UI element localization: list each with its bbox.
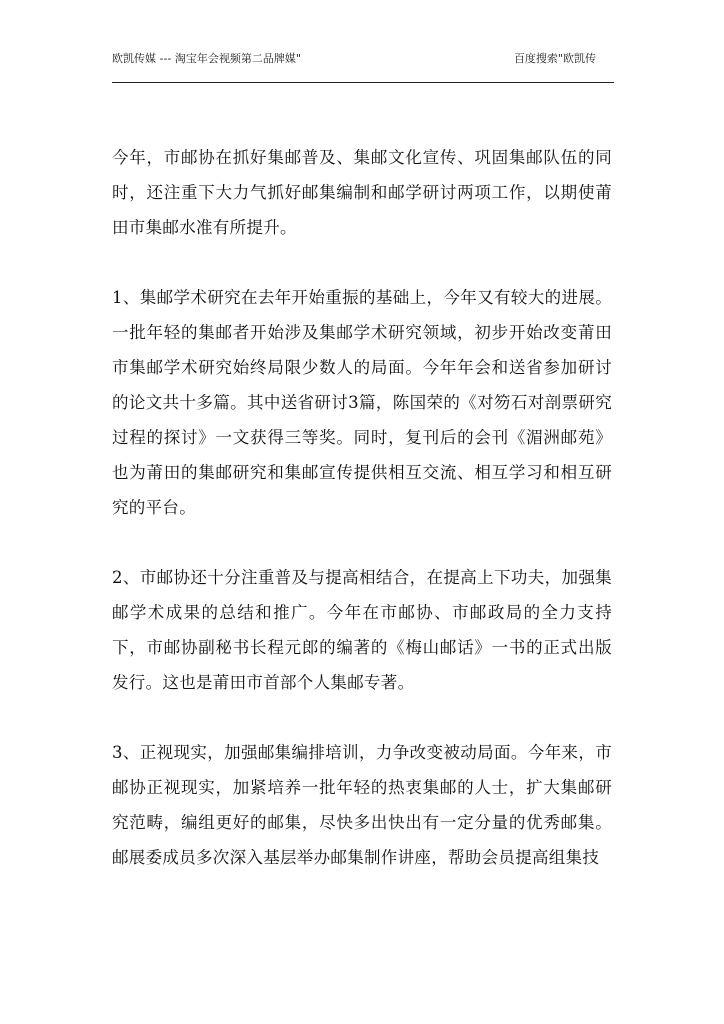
document-body xyxy=(112,140,612,910)
page-header xyxy=(112,48,614,83)
paragraph-item-2: 2、市邮协还十分注重普及与提高相结合，在提高上下功夫，加强集邮学术成果的总结和推广。今年在市邮协、市邮政局的全力支持下，市邮协副秘书长程元郎的编著的《梅山邮话》一书的正式出版发行。这也是莆田市首部个人集邮专著。 xyxy=(112,568,612,692)
paragraph-intro: 今年，市邮协在抓好集邮普及、集邮文化宣传、巩固集邮队伍的同时，还注重下大力气抓好邮集编制和邮学研讨两项工作，以期使莆田市集邮水准有所提升。 xyxy=(112,148,612,237)
paragraph-item-1: 1、集邮学术研究在去年开始重振的基础上，今年又有较大的进展。一批年轻的集邮者开始涉及集邮学术研究领域，初步开始改变莆田市集邮学术研究始终局限少数人的局面。今年年会和送省参加研讨的论文共十多篇。其中送省研讨3篇，陈国荣的《对笏石对剖票研究过程的探讨》一文获得三等奖。同时，复刊后的会刊《湄洲邮苑》也为莆田的集邮研究和集邮宣传提供相互交流、相互学习和相互研究的平台。 xyxy=(112,288,612,517)
header-right-text: 百度搜索"欧凯传 xyxy=(513,52,596,65)
header-left-text: 欧凯传媒 --- 淘宝年会视频第二品牌媒" xyxy=(112,52,301,65)
paragraph-item-3: 3、正视现实，加强邮集编排培训，力争改变被动局面。今年来，市邮协正视现实，加紧培养一批年轻的热衷集邮的人士，扩大集邮研究范畴，编组更好的邮集，尽快多出快出有一定分量的优秀邮集。邮展委成员多次深入基层举办邮集制作讲座，帮助会员提高组集技 xyxy=(112,743,612,867)
